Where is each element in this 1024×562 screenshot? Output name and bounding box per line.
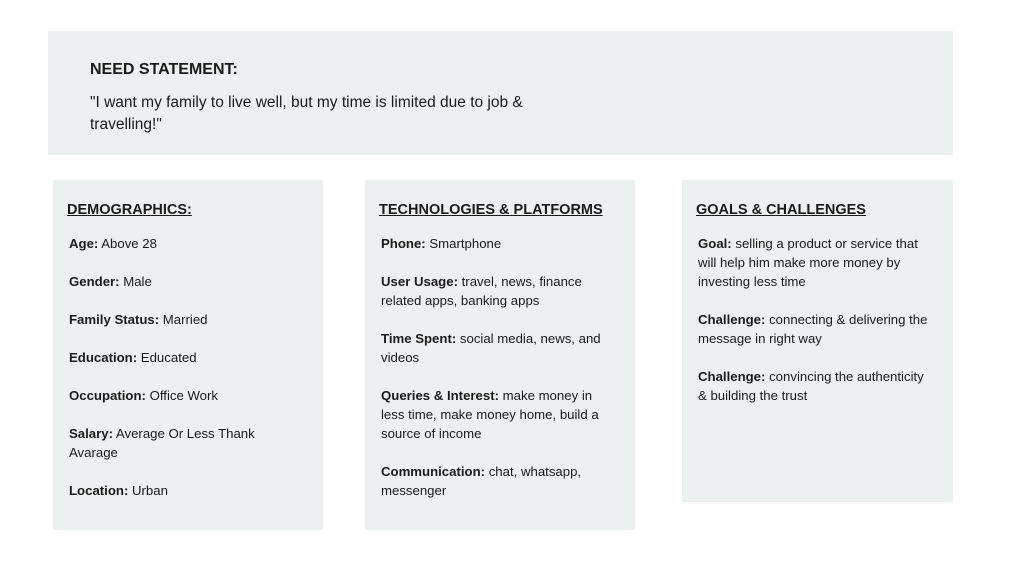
need-statement-panel [48, 31, 953, 155]
item-value: Urban [128, 483, 168, 498]
item-value: selling a product or service that will help him make more money by investing less time [698, 236, 918, 289]
item-label: Time Spent: [381, 331, 457, 346]
demographics-item-occupation [69, 386, 294, 405]
demographics-card [53, 180, 323, 530]
need-statement-quote: "I want my family to live well, but my time is limited due to job & travelling!" [90, 94, 523, 133]
item-value: convincing the authenticity & building the trust [698, 369, 924, 403]
demographics-title: DEMOGRAPHICS: [67, 202, 192, 218]
item-label: Occupation: [69, 388, 146, 403]
goals-title: GOALS & CHALLENGES [696, 202, 866, 218]
item-value: Male [119, 274, 152, 289]
technologies-card [365, 180, 635, 530]
item-label: Challenge: [698, 369, 766, 384]
item-label: Family Status: [69, 312, 160, 327]
need-statement-heading: NEED STATEMENT: [90, 61, 238, 78]
technologies-item-user-usage [381, 272, 611, 310]
item-value: social media, news, and videos [381, 331, 601, 365]
demographics-item-gender [69, 272, 294, 291]
item-label: Location: [69, 483, 129, 498]
goals-item-challenge-2 [698, 367, 928, 405]
item-label: Age: [69, 236, 99, 251]
item-label: Gender: [69, 274, 120, 289]
item-value: travel, news, finance related apps, banking apps [381, 274, 582, 308]
item-value: chat, whatsapp, messenger [381, 464, 582, 498]
goals-card [682, 180, 953, 502]
item-value: Above 28 [98, 236, 157, 251]
item-label: Communication: [381, 464, 486, 479]
technologies-item-queries [381, 386, 611, 443]
goals-item-challenge-1 [698, 310, 928, 348]
demographics-item-location [69, 481, 294, 500]
item-label: Challenge: [698, 312, 766, 327]
goals-item-goal [698, 234, 928, 291]
item-value: Educated [137, 350, 197, 365]
item-label: Phone: [381, 236, 426, 251]
demographics-item-salary [69, 424, 294, 462]
item-value: make money in less time, make money home, build a source of income [381, 388, 599, 441]
item-label: Goal: [698, 236, 732, 251]
item-value: Office Work [145, 388, 218, 403]
item-value: Average Or Less Thank Avarage [69, 426, 255, 460]
item-value: connecting & delivering the message in right way [698, 312, 928, 346]
demographics-item-family-status [69, 310, 294, 329]
item-label: Salary: [69, 426, 113, 441]
demographics-item-age [69, 234, 294, 253]
item-label: User Usage: [381, 274, 458, 289]
item-label: Education: [69, 350, 138, 365]
technologies-item-communication [381, 462, 611, 500]
technologies-title: TECHNOLOGIES & PLATFORMS [379, 202, 603, 218]
technologies-item-time-spent [381, 329, 611, 367]
item-value: Married [159, 312, 208, 327]
item-label: Queries & Interest: [381, 388, 499, 403]
item-value: Smartphone [425, 236, 502, 251]
technologies-item-phone [381, 234, 611, 253]
demographics-item-education [69, 348, 294, 367]
